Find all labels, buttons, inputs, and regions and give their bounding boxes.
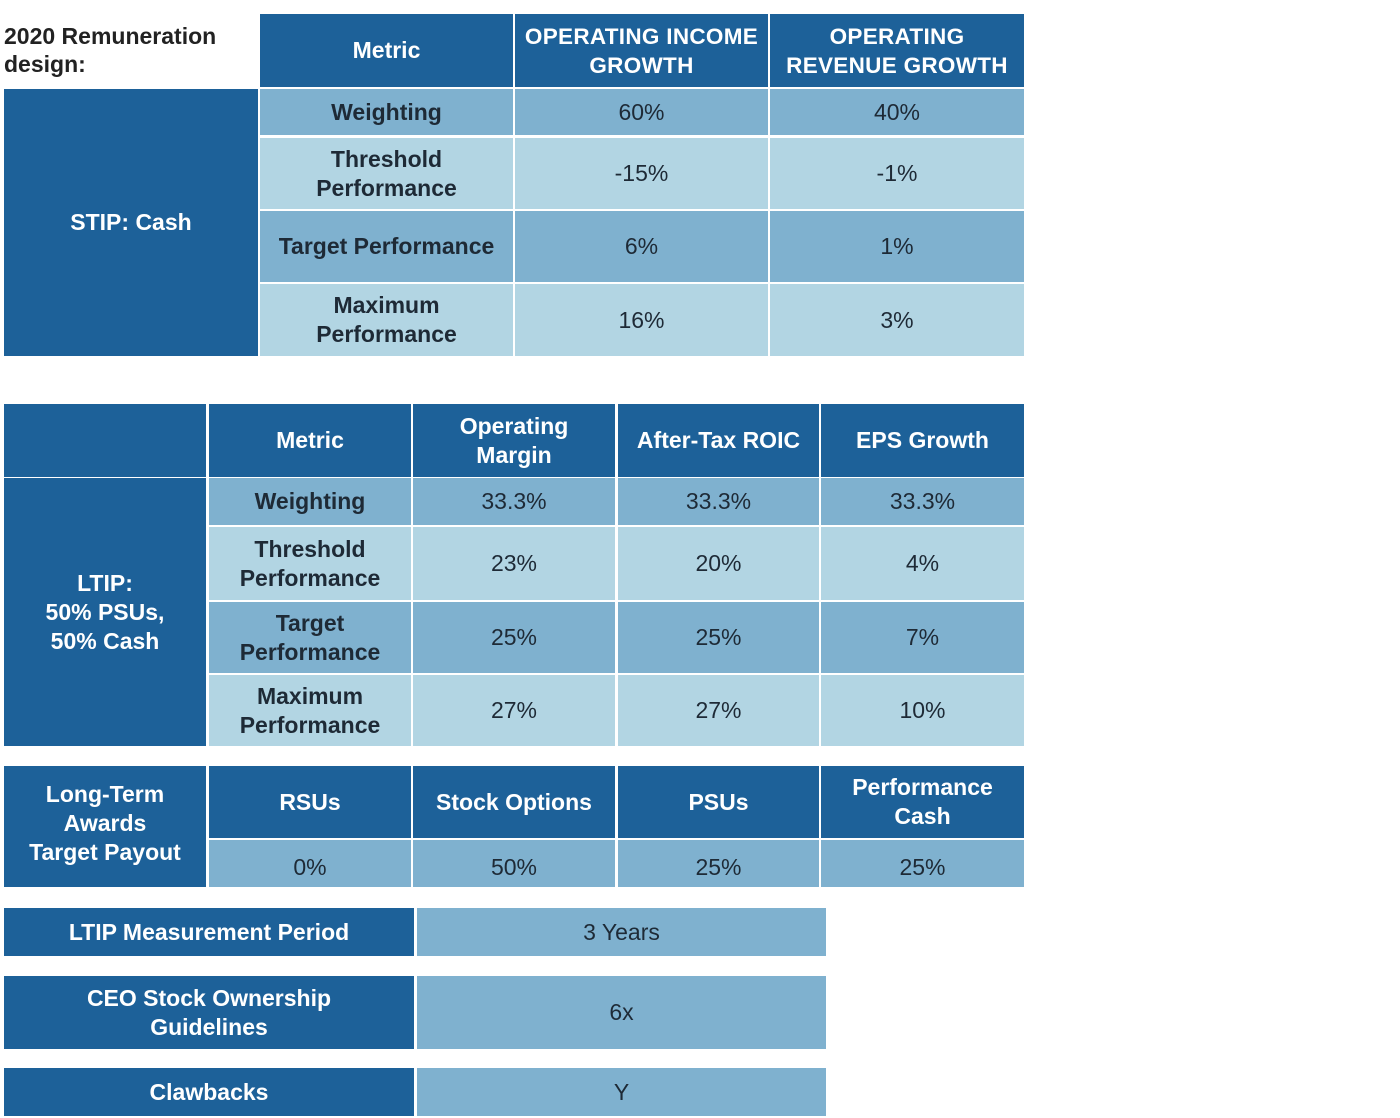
ltip-cell	[413, 527, 615, 600]
ltip-header-0	[209, 404, 411, 477]
ltip-header-1-text: Operating Margin	[459, 412, 569, 468]
misc-label-2	[4, 1068, 414, 1116]
ltip-cell-text: 10%	[899, 697, 946, 723]
ltip-cell-text: 20%	[695, 550, 742, 576]
awards-label-text: Long-Term Awards Target Payout	[29, 781, 181, 865]
ltip-cell	[821, 527, 1024, 600]
misc-label-1	[4, 976, 414, 1049]
awards-value-0	[209, 840, 411, 887]
ltip-cell	[413, 675, 615, 746]
stip-cell	[770, 211, 1024, 282]
ltip-row-label	[209, 478, 411, 525]
misc-value-2-text: Y	[613, 1078, 630, 1105]
awards-value-2	[618, 840, 819, 887]
stip-row-label-text: Maximum Performance	[316, 292, 457, 347]
stip-cell	[770, 138, 1024, 209]
stip-cell	[770, 89, 1024, 135]
ltip-header-2-text: After-Tax ROIC	[636, 427, 801, 453]
stip-header-1	[515, 14, 768, 87]
awards-header-1-text: Stock Options	[436, 788, 592, 815]
awards-value-3	[821, 840, 1024, 887]
stip-row-label	[260, 284, 513, 356]
ltip-header-1	[413, 404, 615, 477]
misc-label-1-text: CEO Stock Ownership Guidelines	[86, 984, 332, 1040]
ltip-cell-text: 23%	[490, 550, 538, 576]
stip-cell	[515, 211, 768, 282]
ltip-row-label	[209, 527, 411, 600]
awards-header-1	[413, 766, 615, 838]
page-title: 2020 Remuneration design:	[4, 23, 217, 77]
ltip-cell-text: 25%	[490, 624, 538, 650]
ltip-label	[4, 478, 206, 746]
ltip-corner-empty	[4, 404, 206, 477]
ltip-cell-text: 33.3%	[685, 488, 752, 514]
stip-cell-text: 1%	[880, 233, 914, 259]
ltip-cell-text: 27%	[490, 697, 538, 723]
awards-header-3-text: Performance Cash	[852, 774, 993, 829]
stip-cell-text: -15%	[614, 160, 669, 186]
stip-row-label-text: Weighting	[331, 98, 442, 125]
ltip-cell-text: 33.3%	[889, 488, 956, 514]
stip-cell-text: -1%	[876, 160, 918, 186]
ltip-cell	[618, 527, 819, 600]
ltip-row-label-text: Target Performance	[239, 609, 381, 665]
awards-header-2-text: PSUs	[688, 788, 749, 815]
ltip-cell-text: 27%	[695, 697, 742, 723]
misc-value-0	[417, 908, 826, 956]
ltip-cell	[413, 602, 615, 673]
ltip-label-text: LTIP: 50% PSUs, 50% Cash	[45, 569, 165, 654]
stip-header-1-text: OPERATING INCOME GROWTH	[524, 23, 759, 78]
stip-label	[4, 89, 258, 356]
stip-cell-text: 16%	[618, 306, 665, 333]
ltip-cell	[413, 478, 615, 525]
ltip-cell	[618, 602, 819, 673]
misc-label-2-text: Clawbacks	[149, 1078, 269, 1105]
ltip-cell	[821, 602, 1024, 673]
ltip-cell	[618, 675, 819, 746]
misc-value-1	[417, 976, 826, 1049]
ltip-header-0-text: Metric	[276, 427, 344, 453]
stip-header-2	[770, 14, 1024, 87]
ltip-row-label-text: Weighting	[254, 488, 366, 514]
stip-cell-text: 3%	[880, 306, 914, 333]
misc-label-0	[4, 908, 414, 956]
stip-cell	[770, 284, 1024, 356]
misc-value-2	[417, 1068, 826, 1116]
stip-cell	[515, 284, 768, 356]
awards-header-0-text: RSUs	[279, 788, 341, 815]
ltip-cell-text: 25%	[695, 624, 742, 650]
misc-label-0-text: LTIP Measurement Period	[68, 918, 350, 945]
ltip-row-label	[209, 675, 411, 746]
awards-value-1	[413, 840, 615, 887]
awards-value-1-text: 50%	[490, 854, 538, 880]
stip-row-label-text: Threshold Performance	[316, 145, 457, 201]
stip-cell-text: 40%	[873, 98, 921, 125]
ltip-cell-text: 33.3%	[481, 488, 547, 514]
stip-row-label	[260, 89, 513, 135]
ltip-cell	[821, 675, 1024, 746]
stip-cell	[515, 89, 768, 135]
stip-header-2-text: OPERATING REVENUE GROWTH	[786, 23, 1008, 78]
stip-row-label-text: Target Performance	[278, 233, 495, 259]
awards-value-0-text: 0%	[293, 854, 327, 880]
ltip-header-3-text: EPS Growth	[856, 427, 989, 453]
awards-label	[4, 766, 206, 887]
ltip-row-label-text: Maximum Performance	[239, 682, 381, 738]
awards-header-0	[209, 766, 411, 838]
ltip-row-label-text: Threshold Performance	[239, 535, 381, 591]
awards-header-3	[821, 766, 1024, 838]
misc-value-0-text: 3 Years	[583, 918, 660, 945]
stip-row-label	[260, 138, 513, 209]
ltip-cell	[821, 478, 1024, 525]
stip-cell-text: 60%	[618, 98, 665, 125]
stip-label-text: STIP: Cash	[70, 209, 192, 235]
stip-header-0	[260, 14, 513, 87]
ltip-header-3	[821, 404, 1024, 477]
stip-row-label	[260, 211, 513, 282]
ltip-cell-text: 7%	[905, 624, 940, 650]
stip-cell-text: 6%	[624, 233, 659, 259]
ltip-row-label	[209, 602, 411, 673]
ltip-cell-text: 4%	[905, 550, 940, 576]
stip-header-0-text: Metric	[352, 37, 421, 63]
misc-value-1-text: 6x	[609, 999, 634, 1025]
awards-header-2	[618, 766, 819, 838]
awards-value-3-text: 25%	[899, 854, 946, 880]
awards-value-2-text: 25%	[695, 854, 742, 880]
ltip-cell	[618, 478, 819, 525]
ltip-header-2	[618, 404, 819, 477]
stip-cell	[515, 138, 768, 209]
